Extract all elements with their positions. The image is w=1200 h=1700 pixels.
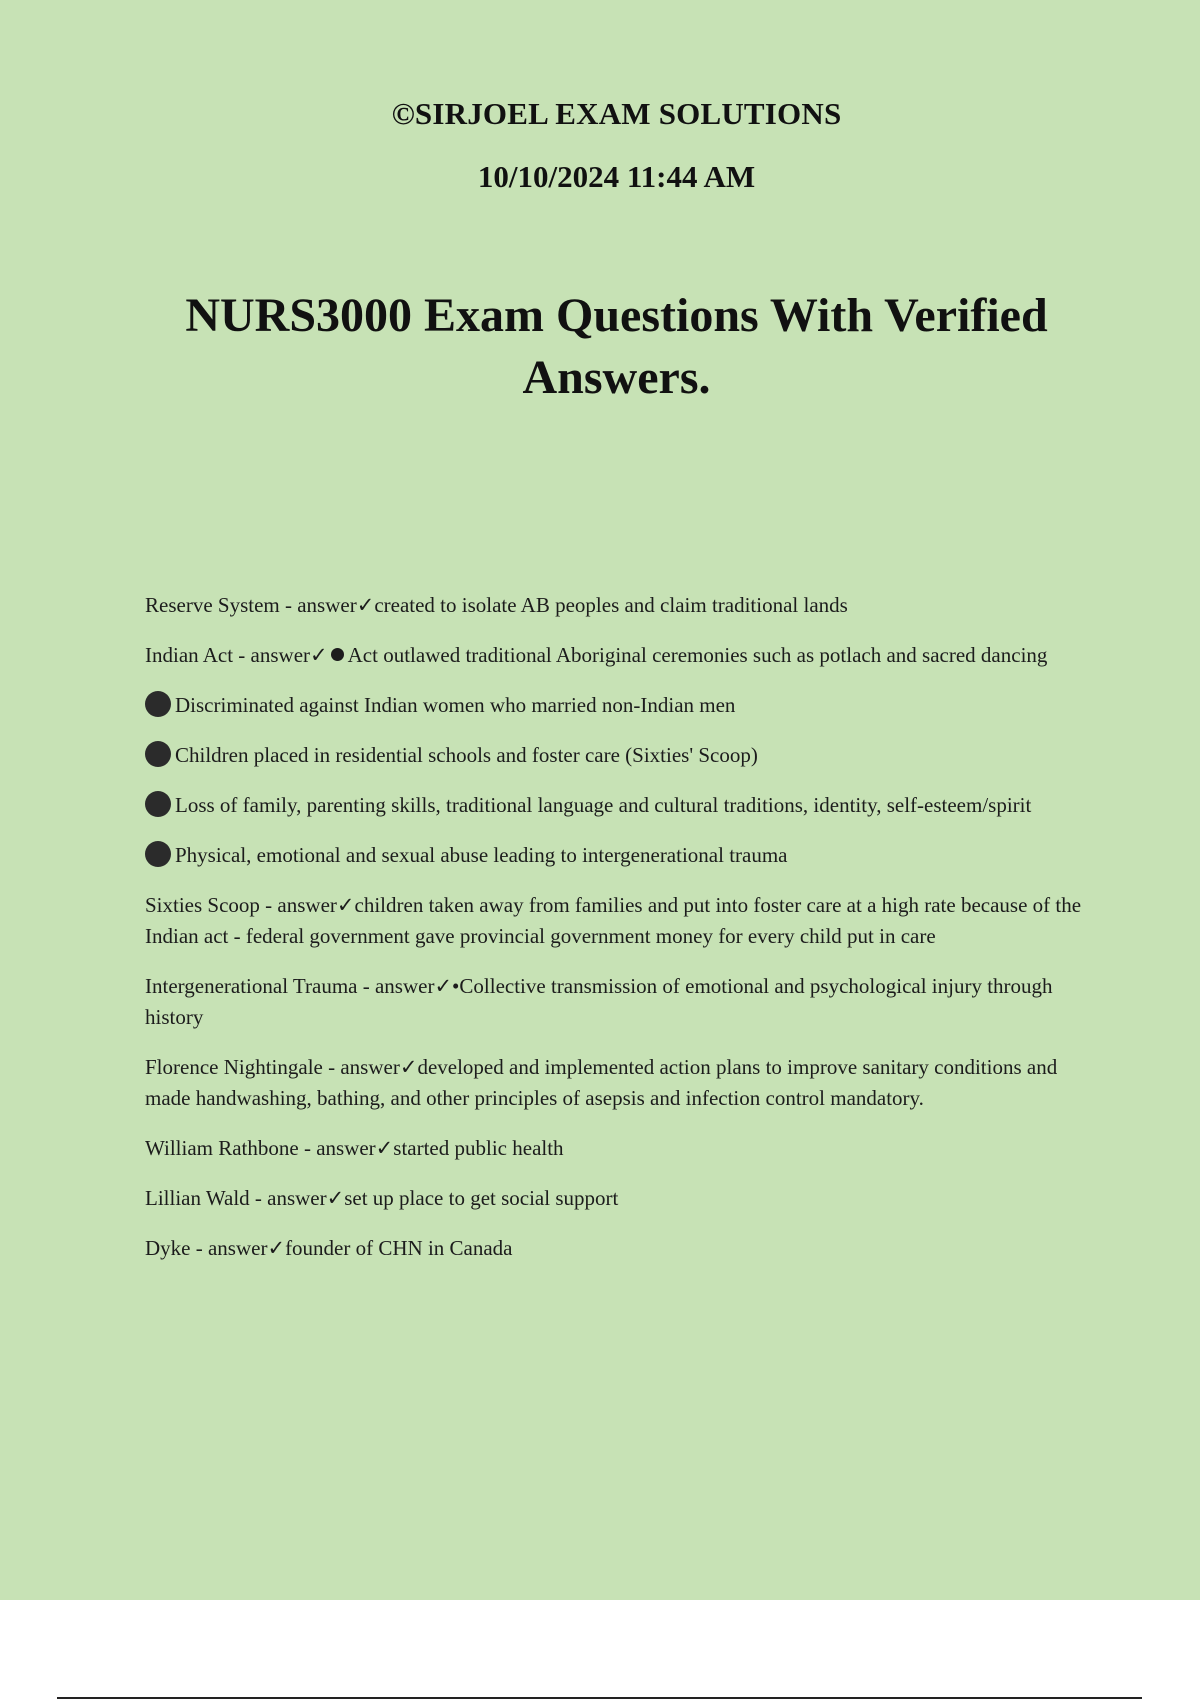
check-mark-icon: ✓ bbox=[399, 1055, 418, 1079]
entry-answer: founder of CHN in Canada bbox=[285, 1236, 513, 1260]
document-title: NURS3000 Exam Questions With Verified Answers. bbox=[185, 289, 1048, 404]
qa-entry-dyke bbox=[145, 1233, 1085, 1264]
entry-answer: developed and implemented action plans to improve sanitary conditions and made handwashing, bathing, and other principles of asepsis and infection control mandatory. bbox=[145, 1055, 1058, 1110]
filled-circle-bullet-icon bbox=[145, 741, 171, 767]
qa-entry-lillian-wald bbox=[145, 1183, 1085, 1214]
qa-entry-indian-act bbox=[145, 640, 1085, 671]
entry-answer: started public health bbox=[393, 1136, 564, 1160]
bullet-item bbox=[145, 790, 1085, 821]
header-datetime: 10/10/2024 11:44 AM bbox=[477, 159, 756, 194]
entry-term: Intergenerational Trauma - answer bbox=[145, 974, 435, 998]
entry-term: Florence Nightingale - answer bbox=[145, 1055, 400, 1079]
bullet-item bbox=[145, 840, 1085, 871]
header-brand: ©SIRJOEL EXAM SOLUTIONS bbox=[391, 96, 842, 131]
filled-circle-bullet-icon bbox=[145, 791, 171, 817]
entry-term: Indian Act - answer bbox=[145, 643, 311, 667]
qa-entry-william-rathbone bbox=[145, 1133, 1085, 1164]
check-mark-icon: ✓ bbox=[267, 1236, 286, 1260]
bullet-item bbox=[145, 740, 1085, 771]
qa-entry-sixties-scoop bbox=[145, 890, 1085, 952]
qa-list bbox=[145, 590, 1085, 1283]
bullet-item bbox=[145, 690, 1085, 721]
check-mark-icon: ✓ bbox=[434, 974, 453, 998]
entry-answer: children taken away from families and put into foster care at a high rate because of the Indian act - federal government gave provincial government money for every child put in care bbox=[145, 893, 1082, 948]
entry-term: Dyke - answer bbox=[145, 1236, 268, 1260]
entry-answer: set up place to get social support bbox=[344, 1186, 619, 1210]
qa-entry-florence-nightingale bbox=[145, 1052, 1085, 1114]
check-mark-icon: ✓ bbox=[326, 1186, 345, 1210]
qa-entry-intergenerational-trauma bbox=[145, 971, 1085, 1033]
entry-answer: created to isolate AB peoples and claim traditional lands bbox=[374, 593, 848, 617]
filled-circle-bullet-icon bbox=[331, 648, 344, 661]
bullet-text: Physical, emotional and sexual abuse leading to intergenerational trauma bbox=[175, 843, 788, 867]
footer-divider bbox=[57, 1697, 1142, 1699]
entry-answer: Act outlawed traditional Aboriginal ceremonies such as potlach and sacred dancing bbox=[347, 643, 1048, 667]
entry-answer: •Collective transmission of emotional and psychological injury through history bbox=[145, 974, 1053, 1029]
entry-term: Reserve System - answer bbox=[145, 593, 357, 617]
filled-circle-bullet-icon bbox=[145, 841, 171, 867]
entry-term: Lillian Wald - answer bbox=[145, 1186, 327, 1210]
bullet-text: Children placed in residential schools and foster care (Sixties' Scoop) bbox=[175, 743, 758, 767]
bullet-text: Discriminated against Indian women who married non-Indian men bbox=[175, 693, 736, 717]
check-mark-icon: ✓ bbox=[375, 1136, 394, 1160]
check-mark-icon: ✓ bbox=[336, 893, 355, 917]
check-mark-icon: ✓ bbox=[310, 643, 328, 667]
check-mark-icon: ✓ bbox=[356, 593, 375, 617]
entry-term: William Rathbone - answer bbox=[145, 1136, 376, 1160]
bullet-text: Loss of family, parenting skills, traditional language and cultural traditions, identity, self-esteem/spirit bbox=[175, 793, 1032, 817]
entry-term: Sixties Scoop - answer bbox=[145, 893, 337, 917]
qa-entry-reserve-system bbox=[145, 590, 1085, 621]
filled-circle-bullet-icon bbox=[145, 691, 171, 717]
